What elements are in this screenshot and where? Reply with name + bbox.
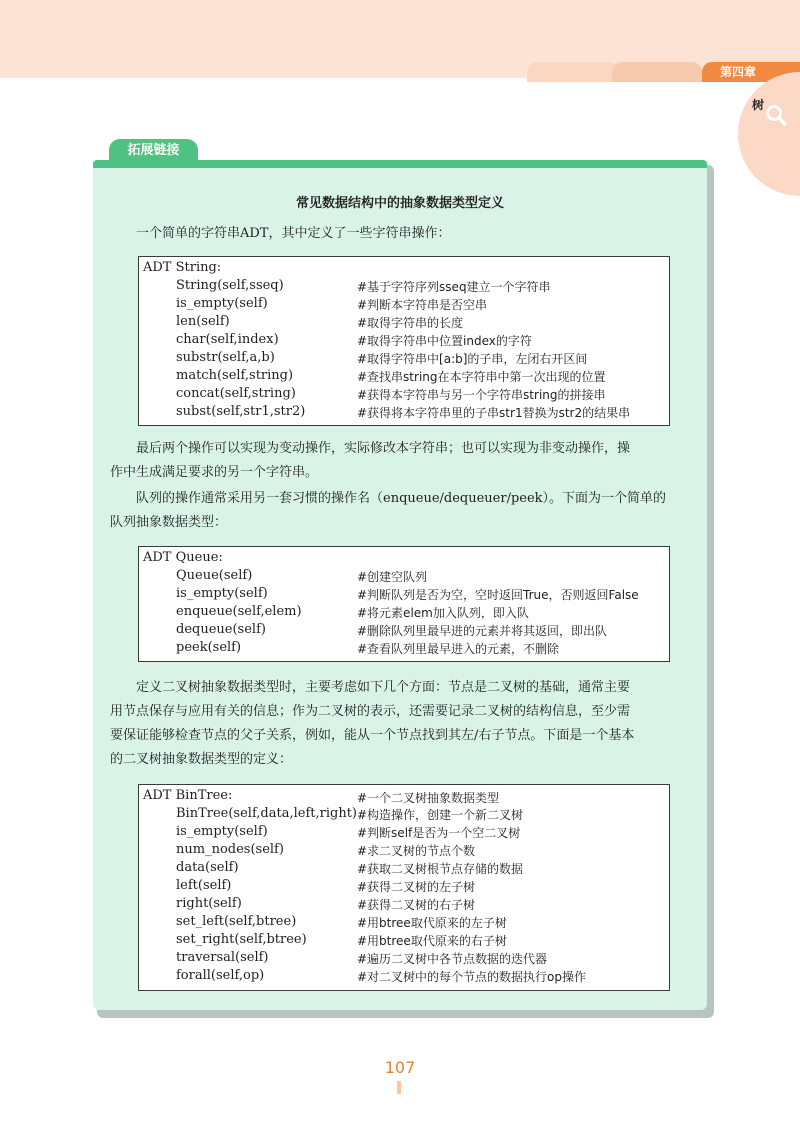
paragraph-line: 最后两个操作可以实现为变动操作，实际修改本字符串；也可以实现为非变动操作，操 <box>136 441 631 456</box>
code-comment: #删除队列里最早进的元素并将其返回，即出队 <box>357 624 608 638</box>
panel-title: 常见数据结构中的抽象数据类型定义 <box>295 196 504 211</box>
paragraph-line: 要保证能够检查节点的父子关系，例如，能从一个节点找到其左/右子节点。下面是一个基本 <box>110 728 635 743</box>
chapter-label: 第四章 <box>702 62 800 82</box>
code-comment: #查看队列里最早进入的元素，不删除 <box>357 642 560 656</box>
code-signature: subst(self,str1,str2) <box>176 404 306 419</box>
code-signature: data(self) <box>176 860 239 875</box>
code-signature: enqueue(self,elem) <box>176 604 302 619</box>
paragraph-line: 队列抽象数据类型： <box>110 515 228 530</box>
string-adt-head: ADT String: <box>143 260 222 275</box>
code-comment: #判断本字符串是否空串 <box>357 298 488 312</box>
mutation-paragraph <box>110 437 700 485</box>
code-comment: #构造操作，创建一个新二叉树 <box>357 808 524 822</box>
queue-adt-head: ADT Queue: <box>143 550 223 565</box>
code-comment: #用btree取代原来的右子树 <box>357 934 507 948</box>
code-signature: left(self) <box>176 878 232 893</box>
tree-paragraph <box>110 676 700 772</box>
magnifier-icon <box>765 104 787 126</box>
code-comment: #取得字符串的长度 <box>357 316 464 330</box>
code-signature: is_empty(self) <box>176 296 268 311</box>
code-signature: traversal(self) <box>176 950 269 965</box>
code-signature: concat(self,string) <box>176 386 296 401</box>
code-comment: #用btree取代原来的左子树 <box>357 916 507 930</box>
paragraph-line: 定义二叉树抽象数据类型时，主要考虑如下几个方面：节点是二叉树的基础，通常主要 <box>136 680 631 695</box>
code-comment: #一个二叉树抽象数据类型 <box>357 791 500 805</box>
page-number: 107 <box>384 1058 416 1077</box>
code-signature: set_right(self,btree) <box>176 932 307 947</box>
corner-label: 树 <box>752 98 765 112</box>
paragraph-line: 用节点保存与应用有关的信息；作为二叉树的表示，还需要记录二叉树的结构信息，至少需 <box>110 704 631 719</box>
bintree-adt-box <box>138 784 670 991</box>
code-comment: #基于字符序列sseq建立一个字符串 <box>357 280 551 294</box>
code-signature: peek(self) <box>176 640 242 655</box>
code-comment: #取得字符串中位置index的字符 <box>357 334 532 348</box>
code-comment: #遍历二叉树中各节点数据的迭代器 <box>357 952 548 966</box>
code-signature: num_nodes(self) <box>176 842 284 857</box>
code-signature: BinTree(self,data,left,right) <box>176 806 357 821</box>
code-comment: #获得二叉树的右子树 <box>357 898 476 912</box>
code-comment: #获得本字符串与另一个字符串string的拼接串 <box>357 388 606 402</box>
panel-tab-label: 拓展链接 <box>109 139 198 162</box>
code-signature: Queue(self) <box>176 568 253 583</box>
code-comment: #查找串string在本字符串中第一次出现的位置 <box>357 370 606 384</box>
code-signature: right(self) <box>176 896 242 911</box>
paragraph-line: 作中生成满足要求的另一个字符串。 <box>110 465 319 480</box>
code-comment: #判断队列是否为空，空时返回True，否则返回False <box>357 588 639 602</box>
code-signature: match(self,string) <box>176 368 294 383</box>
code-comment: #对二叉树中的每个节点的数据执行op操作 <box>357 970 587 984</box>
code-signature: substr(self,a,b) <box>176 350 275 365</box>
queue-adt-box <box>138 546 670 662</box>
corner-circle <box>738 72 800 196</box>
page-number-bar <box>397 1081 401 1094</box>
code-comment: #将元素elem加入队列，即入队 <box>357 606 529 620</box>
code-signature: forall(self,op) <box>176 968 265 983</box>
queue-paragraph <box>110 487 700 535</box>
code-signature: char(self,index) <box>176 332 279 347</box>
code-comment: #判断self是否为一个空二叉树 <box>357 826 521 840</box>
paragraph-line: 队列的操作通常采用另一套习惯的操作名（enqueue/dequeuer/peek）。下面为一个简单的 <box>136 491 667 506</box>
code-comment: #创建空队列 <box>357 570 428 584</box>
code-signature: set_left(self,btree) <box>176 914 297 929</box>
code-signature: dequeue(self) <box>176 622 266 637</box>
paragraph-line: 的二叉树抽象数据类型的定义： <box>110 752 293 767</box>
code-signature: is_empty(self) <box>176 586 268 601</box>
intro-text: 一个简单的字符串ADT，其中定义了一些字符串操作： <box>136 226 451 241</box>
code-comment: #取得字符串中[a:b]的子串，左闭右开区间 <box>357 352 588 366</box>
header-tab-decor <box>527 62 619 82</box>
bintree-adt-head: ADT BinTree: <box>143 788 233 803</box>
code-comment: #获得将本字符串里的子串str1替换为str2的结果串 <box>357 406 631 420</box>
code-comment: #获取二叉树根节点存储的数据 <box>357 862 524 876</box>
code-comment: #获得二叉树的左子树 <box>357 880 476 894</box>
code-comment: #求二叉树的节点个数 <box>357 844 476 858</box>
code-signature: len(self) <box>176 314 230 329</box>
string-adt-box <box>138 256 670 426</box>
code-signature: is_empty(self) <box>176 824 268 839</box>
header-tab-decor <box>612 62 702 82</box>
intro-paragraph <box>110 222 700 246</box>
code-signature: String(self,sseq) <box>176 278 284 293</box>
